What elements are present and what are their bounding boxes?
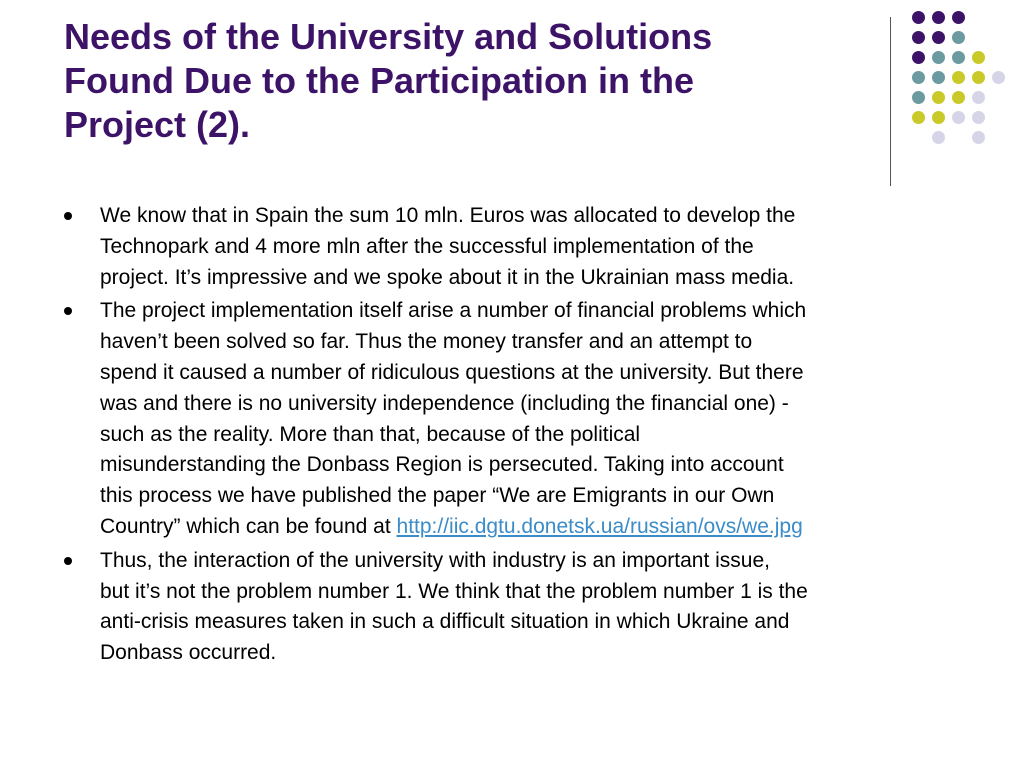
bullet-text-line: was and there is no university independence (including the financial one) -	[100, 391, 789, 415]
decorative-dot-teal	[912, 71, 925, 84]
bullet-text-line: Donbass occurred.	[100, 641, 277, 665]
decorative-dot-olive	[912, 111, 925, 124]
title-line-2: Found Due to the Participation in the	[64, 60, 694, 101]
bullet-marker	[64, 557, 72, 565]
bullet-text-line: anti-crisis measures taken in such a difficult situation in which Ukraine and	[100, 610, 790, 634]
bullet-text-line: haven’t been solved so far. Thus the money transfer and an attempt to	[100, 330, 753, 354]
decorative-dot-olive	[972, 51, 985, 64]
bullet-text-line-with-link	[100, 512, 984, 543]
bullet-text-line: spend it caused a number of ridiculous questions at the university. But there	[100, 360, 804, 384]
bullet-marker	[64, 307, 72, 315]
decorative-dot-olive	[952, 91, 965, 104]
decorative-dot-teal	[932, 71, 945, 84]
decorative-dot-purple	[912, 31, 925, 44]
decorative-dot-teal	[952, 31, 965, 44]
bullet-list	[64, 201, 984, 672]
decorative-dot-purple	[912, 11, 925, 24]
bullet-text-line: misunderstanding the Donbass Region is persecuted. Taking into account	[100, 453, 784, 477]
decorative-dot-lavender	[972, 91, 985, 104]
bullet-text-line: The project implementation itself arise a number of financial problems which	[100, 299, 807, 323]
bullet-item-industry-interaction	[64, 546, 984, 669]
bullet-text-line: but it’s not the problem number 1. We think that the problem number 1 is the	[100, 579, 808, 603]
decorative-dot-purple	[932, 31, 945, 44]
decorative-dot-lavender	[952, 111, 965, 124]
bullet-text-line: We know that in Spain the sum 10 mln. Euros was allocated to develop the	[100, 204, 796, 227]
bullet-text-line: Technopark and 4 more mln after the successful implementation of the	[100, 234, 754, 258]
title-divider-line	[890, 17, 891, 186]
decorative-dot-olive	[932, 91, 945, 104]
bullet-text-line: such as the reality. More than that, because of the political	[100, 422, 641, 446]
decorative-dot-olive	[972, 71, 985, 84]
title-line-3: Project (2).	[64, 104, 251, 145]
bullet-text-line: this process we have published the paper “We are Emigrants in our Own	[100, 484, 775, 508]
bullet-text-line: project. It’s impressive and we spoke about it in the Ukrainian mass media.	[100, 265, 795, 289]
bullet-text-line: Thus, the interaction of the university with industry is an important issue,	[100, 548, 770, 572]
decorative-dot-teal	[952, 51, 965, 64]
decorative-dot-lavender	[972, 111, 985, 124]
paper-link[interactable]: http://iic.dgtu.donetsk.ua/russian/ovs/we.jpg	[396, 514, 803, 538]
decorative-dot-purple	[912, 51, 925, 64]
title-line-1: Needs of the University and Solutions	[64, 16, 713, 57]
decorative-dot-olive	[952, 71, 965, 84]
decorative-dot-lavender	[972, 131, 985, 144]
decorative-dot-purple	[952, 11, 965, 24]
decorative-dot-olive	[932, 111, 945, 124]
decorative-dot-lavender	[932, 131, 945, 144]
decorative-dot-purple	[932, 11, 945, 24]
bullet-item-financial-problems	[64, 296, 984, 542]
decorative-dot-lavender	[992, 71, 1005, 84]
slide-title	[64, 15, 864, 147]
decorative-dot-teal	[932, 51, 945, 64]
bullet-text-fragment: Country” which can be found at	[100, 514, 397, 538]
bullet-marker	[64, 212, 72, 220]
bullet-item-funding	[64, 201, 984, 293]
decorative-dot-teal	[912, 91, 925, 104]
